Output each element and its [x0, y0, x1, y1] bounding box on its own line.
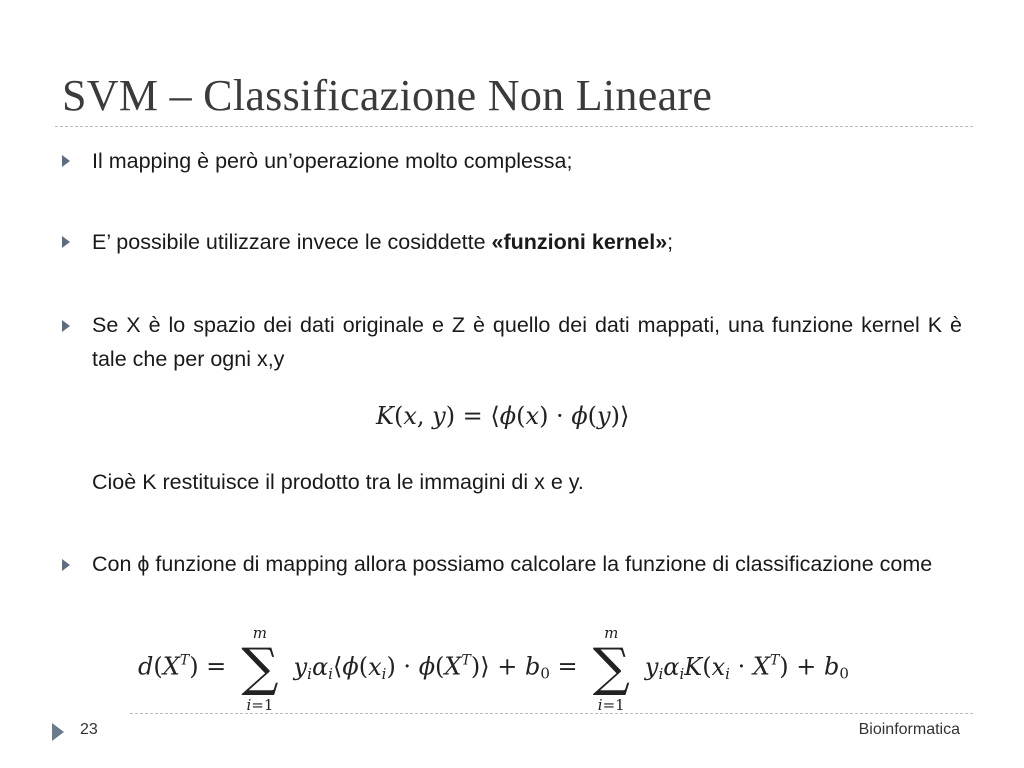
bullet-arrow-icon	[62, 559, 70, 571]
kernel-formula: K(x, y) = ⟨ϕ(x) · ϕ(y)⟩	[376, 402, 630, 430]
summation-symbol: m ∑ i=1	[241, 624, 279, 714]
title-divider	[55, 126, 973, 127]
slide-title: SVM – Classificazione Non Lineare	[62, 71, 713, 120]
footer-divider	[130, 713, 973, 714]
bullet-2-bold: «funzioni kernel»	[491, 230, 668, 254]
classification-formula: $d(X^T)$ = m ∑ i=1 $y_i\alpha_i⟨\phi(x_i)$ · $\phi(X^T)⟩ + b_0$ = m ∑ i=1 $y_i\alpha_iK(x_i \cdot X^T) + b_0$	[138, 624, 849, 714]
summation-symbol: m ∑ i=1	[592, 624, 630, 714]
bullet-arrow-icon	[62, 320, 70, 332]
bullet-1-text: Il mapping è però un’operazione molto complessa;	[92, 149, 573, 173]
page-number: 23	[80, 721, 98, 738]
bullet-3-text: Se X è lo spazio dei dati originale e Z è quello dei dati mappati, una funzione kernel K è tale che per ogni x,y	[92, 313, 962, 371]
bullet-4-text: Con ϕ funzione di mapping allora possiamo calcolare la funzione di classificazione come	[92, 552, 933, 576]
bullet-2-suffix: ;	[667, 230, 674, 254]
bullet-arrow-icon	[62, 155, 70, 167]
course-name: Bioinformatica	[858, 721, 960, 738]
bullet-2-prefix: E’ possibile utilizzare invece le cosiddette	[92, 230, 492, 254]
footer-arrow-icon	[52, 723, 64, 741]
bullet-2-text	[92, 225, 962, 259]
bullet-arrow-icon	[62, 236, 70, 248]
kernel-explanation: Cioè K restituisce il prodotto tra le immagini di x e y.	[92, 470, 584, 494]
